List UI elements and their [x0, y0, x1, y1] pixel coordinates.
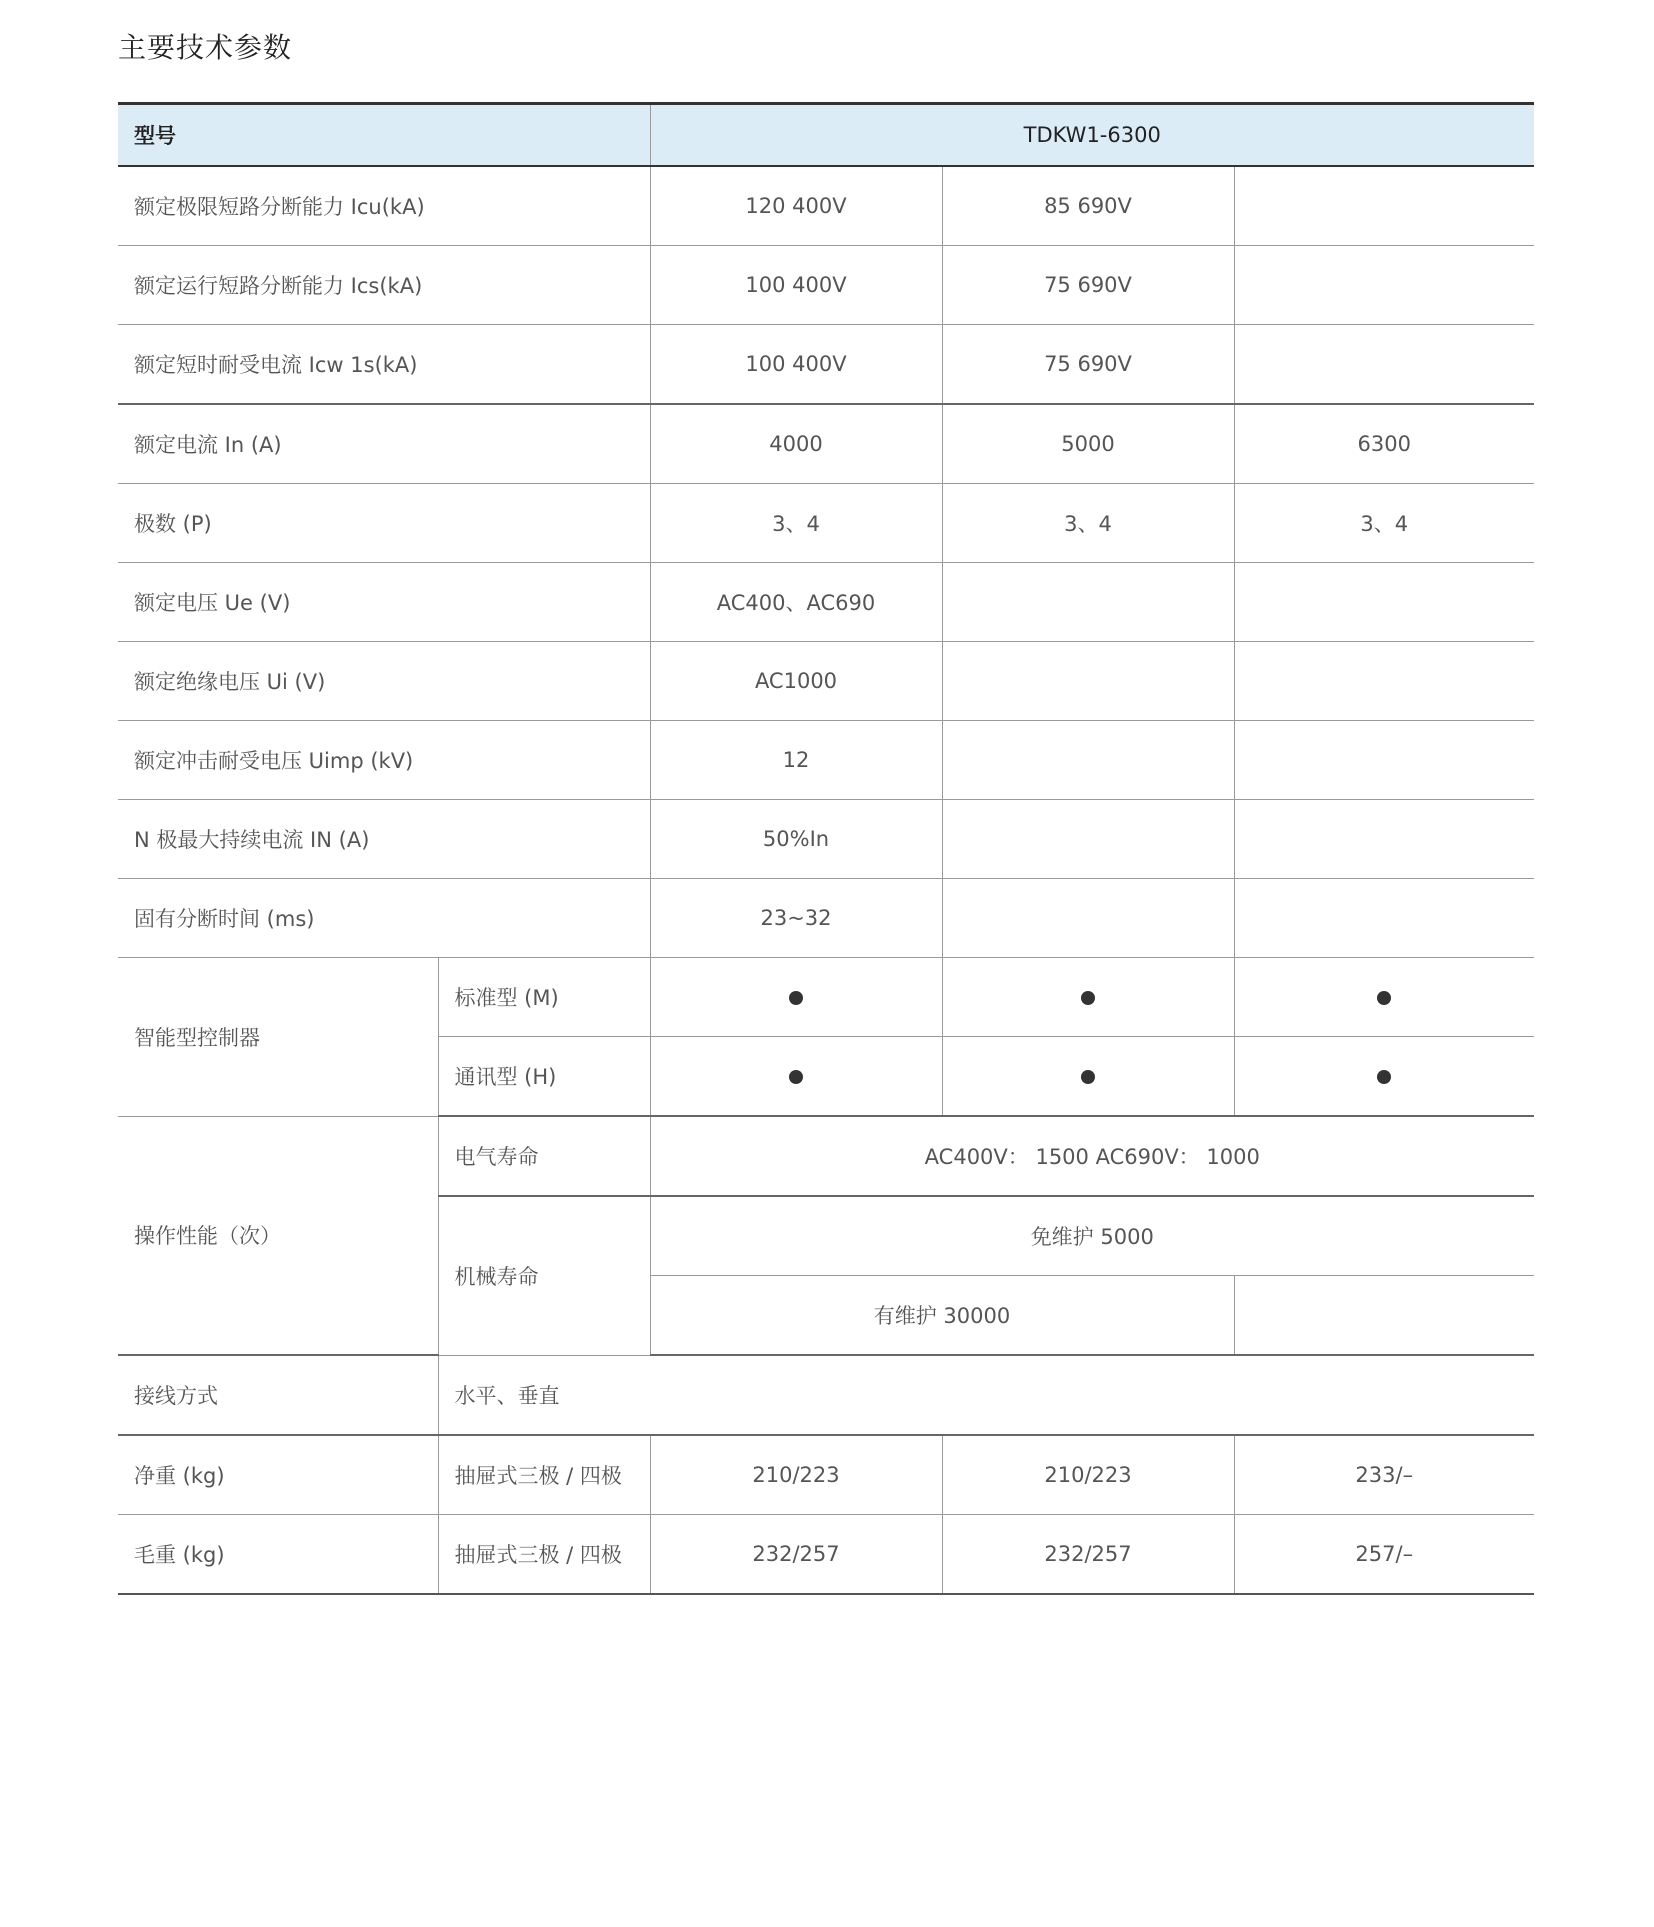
- cell-value: [1234, 642, 1534, 721]
- cell-value: 100 400V: [650, 246, 942, 325]
- cell-value: [942, 721, 1234, 800]
- filled-dot-icon: [1377, 1070, 1391, 1084]
- row-label: 额定运行短路分断能力 Ics(kA): [118, 246, 650, 325]
- filled-dot-icon: [1081, 1070, 1095, 1084]
- cell-value: [1234, 1037, 1534, 1117]
- sub-label: 抽屉式三极 / 四极: [438, 1435, 650, 1515]
- cell-value: 85 690V: [942, 166, 1234, 246]
- table-row: [118, 1116, 1534, 1196]
- cell-value: [1234, 721, 1534, 800]
- filled-dot-icon: [789, 991, 803, 1005]
- model-header-value: TDKW1-6300: [650, 104, 1534, 167]
- row-label: 额定极限短路分断能力 Icu(kA): [118, 166, 650, 246]
- row-label: 额定绝缘电压 Ui (V): [118, 642, 650, 721]
- row-label: 极数 (P): [118, 484, 650, 563]
- table-row: [118, 1515, 1534, 1595]
- table-row: [118, 166, 1534, 246]
- table-row: [118, 879, 1534, 958]
- cell-value: 5000: [942, 404, 1234, 484]
- cell-value: [942, 1037, 1234, 1117]
- cell-value: [942, 958, 1234, 1037]
- cell-value: AC400、AC690: [650, 563, 942, 642]
- cell-value: [1234, 800, 1534, 879]
- cell-value: 210/223: [942, 1435, 1234, 1515]
- row-label: 接线方式: [118, 1355, 438, 1435]
- cell-value: 23~32: [650, 879, 942, 958]
- cell-value: [650, 958, 942, 1037]
- row-label: 毛重 (kg): [118, 1515, 438, 1595]
- sub-label: 抽屉式三极 / 四极: [438, 1515, 650, 1595]
- cell-value: [1234, 958, 1534, 1037]
- cell-value: 232/257: [650, 1515, 942, 1595]
- cell-value: 232/257: [942, 1515, 1234, 1595]
- model-header-label: 型号: [118, 104, 650, 167]
- filled-dot-icon: [789, 1070, 803, 1084]
- table-row: [118, 404, 1534, 484]
- cell-value: 50%In: [650, 800, 942, 879]
- cell-value: [942, 563, 1234, 642]
- row-label: 净重 (kg): [118, 1435, 438, 1515]
- cell-value: [1234, 1276, 1534, 1356]
- table-row: [118, 1355, 1534, 1435]
- row-label: 智能型控制器: [118, 958, 438, 1117]
- cell-value: 75 690V: [942, 325, 1234, 405]
- page-title: 主要技术参数: [118, 31, 293, 64]
- cell-value: 12: [650, 721, 942, 800]
- cell-value: 3、4: [942, 484, 1234, 563]
- cell-value: [1234, 325, 1534, 405]
- row-label: 额定电压 Ue (V): [118, 563, 650, 642]
- cell-value: [1234, 246, 1534, 325]
- filled-dot-icon: [1081, 991, 1095, 1005]
- row-label: 额定电流 In (A): [118, 404, 650, 484]
- table-row: [118, 325, 1534, 405]
- cell-value: 120 400V: [650, 166, 942, 246]
- table-row: [118, 721, 1534, 800]
- table-row: [118, 563, 1534, 642]
- cell-value: [1234, 879, 1534, 958]
- table-row: [118, 958, 1534, 1037]
- sub-label: 机械寿命: [438, 1196, 650, 1355]
- cell-value: [1234, 563, 1534, 642]
- cell-value: 233/–: [1234, 1435, 1534, 1515]
- sub-label: 标准型 (M): [438, 958, 650, 1037]
- filled-dot-icon: [1377, 991, 1391, 1005]
- row-label: 额定短时耐受电流 Icw 1s(kA): [118, 325, 650, 405]
- cell-value: [942, 800, 1234, 879]
- row-label: N 极最大持续电流 IN (A): [118, 800, 650, 879]
- cell-value: 257/–: [1234, 1515, 1534, 1595]
- cell-value: 3、4: [1234, 484, 1534, 563]
- cell-value: AC400V： 1500 AC690V： 1000: [650, 1116, 1534, 1196]
- row-label: 额定冲击耐受电压 Uimp (kV): [118, 721, 650, 800]
- sub-label: 电气寿命: [438, 1116, 650, 1196]
- table-row: [118, 246, 1534, 325]
- cell-value: [1234, 166, 1534, 246]
- cell-value: [942, 879, 1234, 958]
- row-label: 操作性能（次）: [118, 1116, 438, 1355]
- table-row: [118, 484, 1534, 563]
- cell-value: 75 690V: [942, 246, 1234, 325]
- table-row: [118, 800, 1534, 879]
- cell-value: 100 400V: [650, 325, 942, 405]
- sub-label: 通讯型 (H): [438, 1037, 650, 1117]
- cell-value: 有维护 30000: [650, 1276, 1234, 1356]
- table-row: [118, 1435, 1534, 1515]
- cell-value: 免维护 5000: [650, 1196, 1534, 1276]
- cell-value: 6300: [1234, 404, 1534, 484]
- cell-value: AC1000: [650, 642, 942, 721]
- spec-table: [118, 102, 1534, 1595]
- row-label: 固有分断时间 (ms): [118, 879, 650, 958]
- cell-value: 3、4: [650, 484, 942, 563]
- cell-value: 水平、垂直: [438, 1355, 1534, 1435]
- table-row: [118, 642, 1534, 721]
- cell-value: 4000: [650, 404, 942, 484]
- cell-value: [942, 642, 1234, 721]
- table-header-row: [118, 104, 1534, 167]
- cell-value: [650, 1037, 942, 1117]
- cell-value: 210/223: [650, 1435, 942, 1515]
